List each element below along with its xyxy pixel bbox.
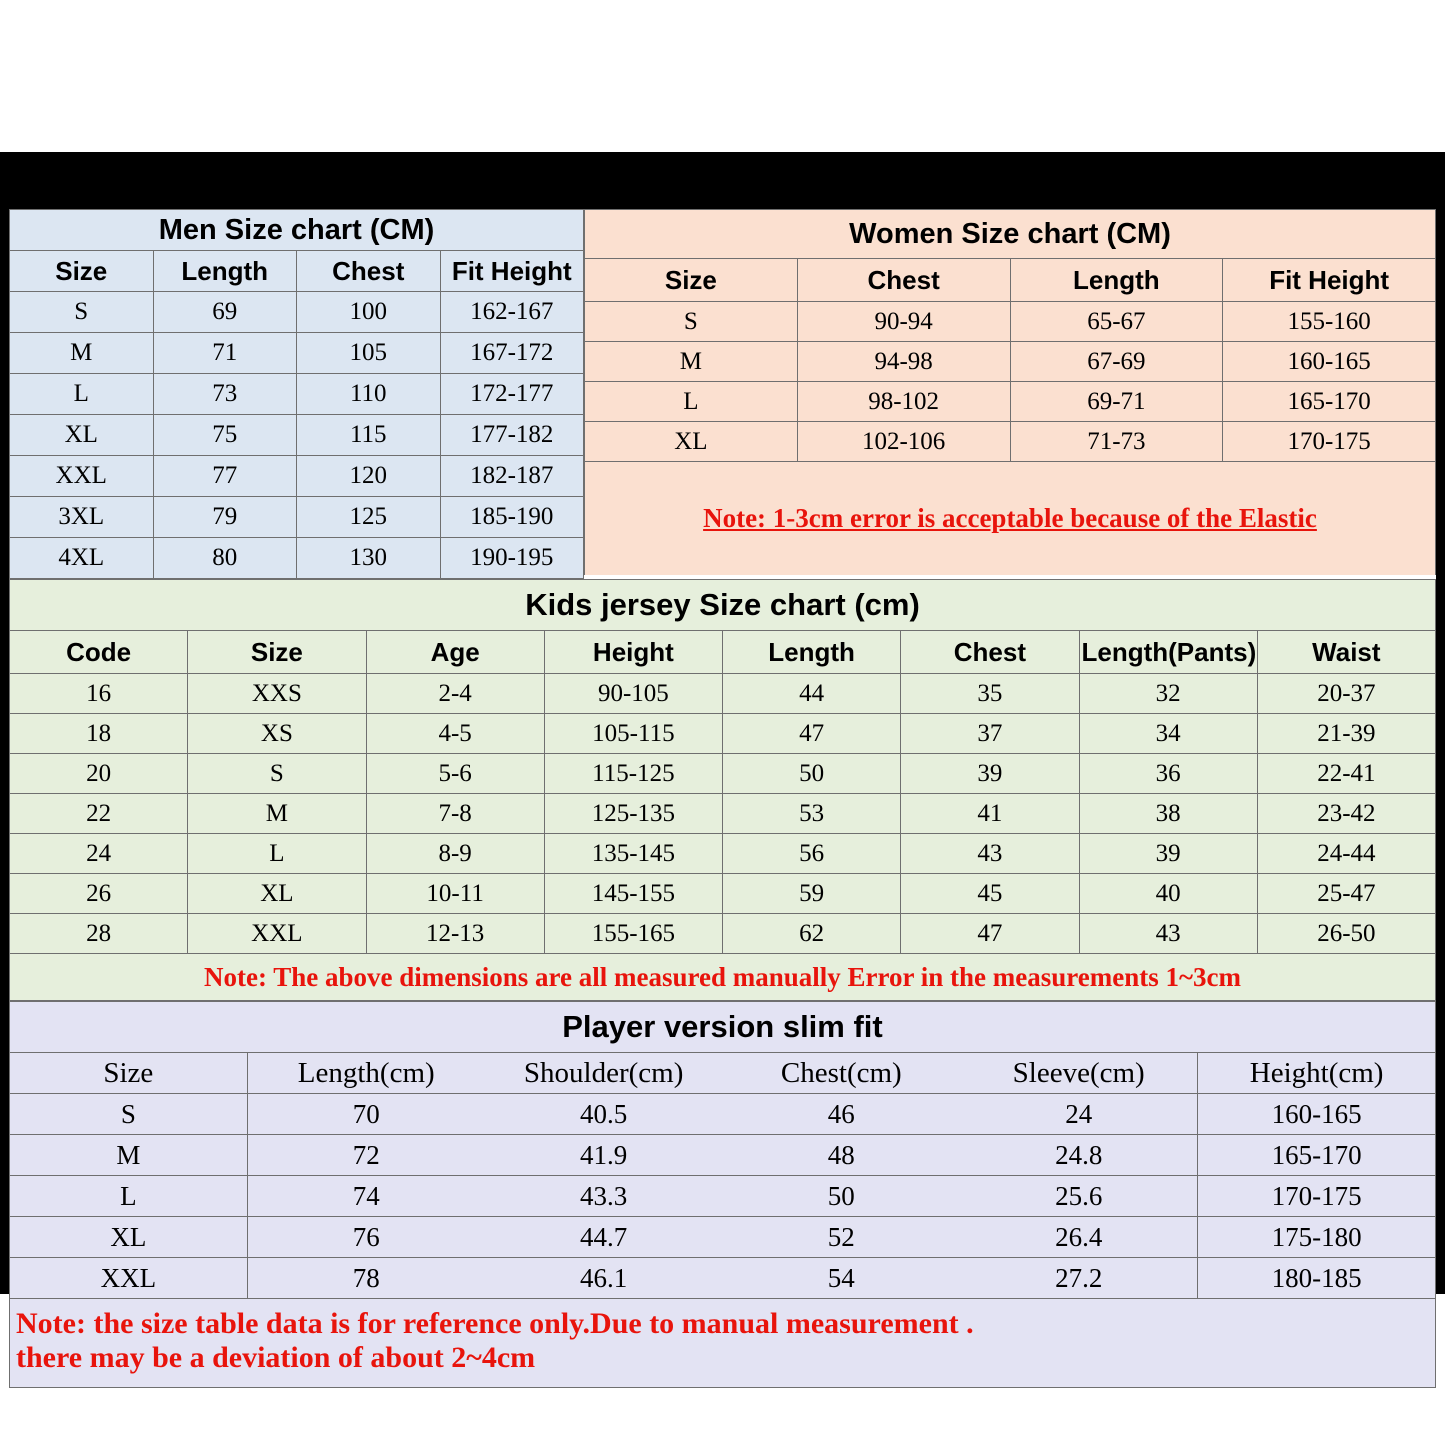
cell: 185-190 [440,497,584,538]
cell: 67-69 [1010,342,1223,382]
cell: 41 [901,794,1079,834]
men-col-chest: Chest [297,251,441,292]
cell: 170-175 [1198,1176,1436,1217]
cell: 155-165 [544,914,722,954]
cell: 43.3 [485,1176,723,1217]
cell: 53 [723,794,901,834]
cell: XXL [10,1258,248,1299]
women-size-chart [584,209,1436,579]
cell: 80 [153,538,297,579]
table-row [10,754,1436,794]
cell: 115 [297,415,441,456]
cell: 47 [901,914,1079,954]
cell: 115-125 [544,754,722,794]
cell: S [10,1094,248,1135]
cell: 25.6 [960,1176,1198,1217]
cell: 172-177 [440,374,584,415]
cell: 65-67 [1010,302,1223,342]
cell: 43 [1079,914,1257,954]
cell: XL [10,415,154,456]
kids-col-age: Age [366,631,544,674]
table-row [10,456,584,497]
table-row [585,342,1436,382]
player-table-title: Player version slim fit [10,1002,1436,1053]
cell: 170-175 [1223,422,1436,462]
cell: 28 [10,914,188,954]
cell: 4-5 [366,714,544,754]
men-table-title: Men Size chart (CM) [10,210,584,251]
table-row [10,497,584,538]
cell: 125 [297,497,441,538]
cell: 177-182 [440,415,584,456]
cell: 54 [722,1258,960,1299]
cell: 160-165 [1223,342,1436,382]
cell: 26 [10,874,188,914]
cell: 21-39 [1257,714,1435,754]
player-col-size: Size [10,1053,248,1094]
cell: 39 [1079,834,1257,874]
player-col-height: Height(cm) [1198,1053,1436,1094]
women-col-size: Size [585,259,798,302]
cell: 43 [901,834,1079,874]
table-row [10,333,584,374]
cell: 12-13 [366,914,544,954]
cell: 190-195 [440,538,584,579]
cell: XXL [188,914,366,954]
table-row [10,415,584,456]
cell: 73 [153,374,297,415]
men-table [9,209,584,579]
men-col-size: Size [10,251,154,292]
kids-col-code: Code [10,631,188,674]
cell: 24 [10,834,188,874]
cell: 25-47 [1257,874,1435,914]
cell: 4XL [10,538,154,579]
table-row [585,422,1436,462]
cell: 16 [10,674,188,714]
cell: 69-71 [1010,382,1223,422]
cell: 18 [10,714,188,754]
cell: 8-9 [366,834,544,874]
kids-col-waist: Waist [1257,631,1435,674]
cell: 160-165 [1198,1094,1436,1135]
cell: S [585,302,798,342]
table-row [10,292,584,333]
cell: 167-172 [440,333,584,374]
cell: XL [188,874,366,914]
player-size-chart [9,1001,1436,1388]
table-row [10,874,1436,914]
cell: 71 [153,333,297,374]
cell: 56 [723,834,901,874]
cell: S [10,292,154,333]
kids-col-size: Size [188,631,366,674]
kids-note-text: Note: The above dimensions are all measured manually Error in the measurements 1~3cm [203,961,1241,992]
table-row [10,674,1436,714]
cell: 37 [901,714,1079,754]
kids-size-chart [9,579,1436,1001]
cell: 120 [297,456,441,497]
table-row [10,538,584,579]
cell: 24.8 [960,1135,1198,1176]
table-row [10,794,1436,834]
kids-note-cell [10,954,1436,1001]
cell: 20-37 [1257,674,1435,714]
cell: 165-170 [1223,382,1436,422]
cell: 50 [723,754,901,794]
cell: 20 [10,754,188,794]
cell: XXL [10,456,154,497]
cell: L [585,382,798,422]
cell: 41.9 [485,1135,723,1176]
cell: XL [10,1217,248,1258]
cell: 10-11 [366,874,544,914]
cell: 182-187 [440,456,584,497]
top-tables-row [9,209,1436,579]
cell: 105 [297,333,441,374]
cell: 130 [297,538,441,579]
cell: 145-155 [544,874,722,914]
cell: 75 [153,415,297,456]
table-row [10,1217,1436,1258]
table-row [10,1258,1436,1299]
cell: 44 [723,674,901,714]
men-col-length: Length [153,251,297,292]
cell: 71-73 [1010,422,1223,462]
cell: L [10,374,154,415]
cell: 62 [723,914,901,954]
kids-col-height: Height [544,631,722,674]
cell: 175-180 [1198,1217,1436,1258]
women-note-text: Note: 1-3cm error is acceptable because of the Elastic [703,503,1317,533]
table-row [10,1094,1436,1135]
cell: 90-105 [544,674,722,714]
cell: 45 [901,874,1079,914]
cell: 78 [247,1258,485,1299]
kids-table-title: Kids jersey Size chart (cm) [10,580,1436,631]
men-size-chart [9,209,584,579]
cell: 102-106 [797,422,1010,462]
cell: M [188,794,366,834]
men-col-fit-height: Fit Height [440,251,584,292]
player-note-line-1: Note: the size table data is for reference only.Due to manual measurement . [16,1307,974,1341]
cell: 22-41 [1257,754,1435,794]
cell: XXS [188,674,366,714]
player-col-length: Length(cm) [247,1053,485,1094]
cell: 50 [722,1176,960,1217]
cell: 22 [10,794,188,834]
table-row [10,1176,1436,1217]
cell: M [585,342,798,382]
cell: 77 [153,456,297,497]
cell: 100 [297,292,441,333]
cell: 94-98 [797,342,1010,382]
cell: 165-170 [1198,1135,1436,1176]
cell: 38 [1079,794,1257,834]
cell: 125-135 [544,794,722,834]
cell: 98-102 [797,382,1010,422]
player-col-sleeve: Sleeve(cm) [960,1053,1198,1094]
cell: 70 [247,1094,485,1135]
cell: 105-115 [544,714,722,754]
table-row [10,1135,1436,1176]
kids-col-length: Length [723,631,901,674]
cell: 40.5 [485,1094,723,1135]
cell: 36 [1079,754,1257,794]
player-col-chest: Chest(cm) [722,1053,960,1094]
player-note-cell [10,1299,1436,1388]
cell: 46 [722,1094,960,1135]
cell: 40 [1079,874,1257,914]
table-row [10,914,1436,954]
women-col-length: Length [1010,259,1223,302]
cell: 27.2 [960,1258,1198,1299]
kids-table [9,579,1436,1001]
cell: S [188,754,366,794]
cell: 180-185 [1198,1258,1436,1299]
cell: 69 [153,292,297,333]
cell: 24 [960,1094,1198,1135]
cell: XS [188,714,366,754]
cell: M [10,1135,248,1176]
table-row [585,302,1436,342]
kids-col-length-pants: Length(Pants) [1079,631,1257,674]
women-col-chest: Chest [797,259,1010,302]
cell: 135-145 [544,834,722,874]
women-table-title: Women Size chart (CM) [585,210,1436,259]
kids-col-chest: Chest [901,631,1079,674]
cell: 3XL [10,497,154,538]
cell: 162-167 [440,292,584,333]
cell: XL [585,422,798,462]
cell: 5-6 [366,754,544,794]
women-table [584,209,1436,575]
table-row [10,834,1436,874]
player-col-shoulder: Shoulder(cm) [485,1053,723,1094]
cell: 26.4 [960,1217,1198,1258]
women-col-fit-height: Fit Height [1223,259,1436,302]
cell: 90-94 [797,302,1010,342]
women-note-cell [585,462,1436,576]
cell: 34 [1079,714,1257,754]
table-row [585,382,1436,422]
player-table [9,1001,1436,1388]
cell: 155-160 [1223,302,1436,342]
cell: 32 [1079,674,1257,714]
cell: 74 [247,1176,485,1217]
cell: 7-8 [366,794,544,834]
cell: M [10,333,154,374]
cell: 110 [297,374,441,415]
table-row [10,374,584,415]
cell: 52 [722,1217,960,1258]
cell: L [188,834,366,874]
cell: 44.7 [485,1217,723,1258]
size-chart-image [8,208,1437,1374]
table-row [10,714,1436,754]
player-note-line-2: there may be a deviation of about 2~4cm [16,1341,536,1374]
cell: 59 [723,874,901,914]
cell: 35 [901,674,1079,714]
cell: 79 [153,497,297,538]
cell: 2-4 [366,674,544,714]
cell: 47 [723,714,901,754]
cell: 39 [901,754,1079,794]
cell: 76 [247,1217,485,1258]
cell: 72 [247,1135,485,1176]
cell: 23-42 [1257,794,1435,834]
cell: L [10,1176,248,1217]
cell: 46.1 [485,1258,723,1299]
cell: 26-50 [1257,914,1435,954]
cell: 48 [722,1135,960,1176]
cell: 24-44 [1257,834,1435,874]
